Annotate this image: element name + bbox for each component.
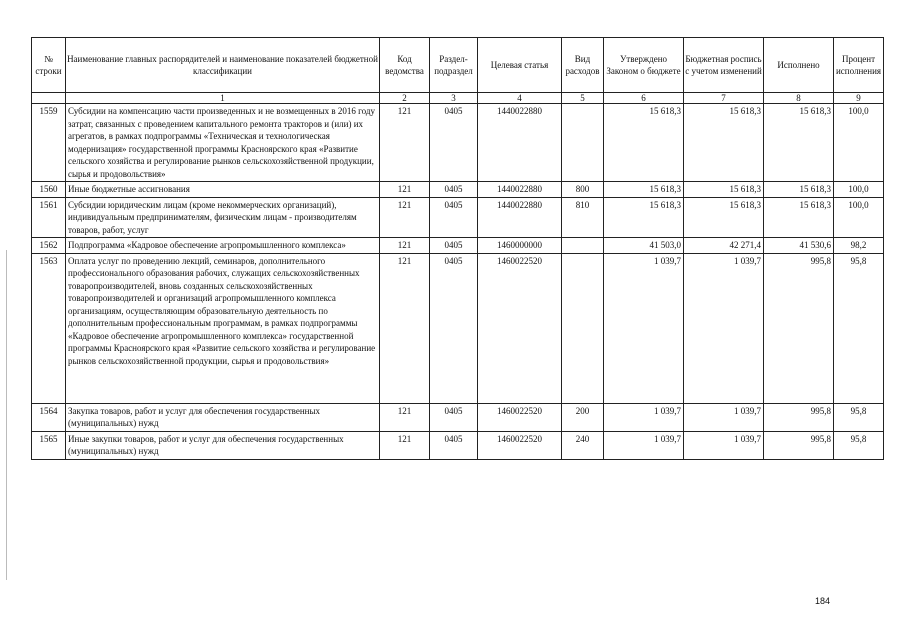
header-name: Наименование главных распорядителей и наименование показателей бюджетной классификации: [66, 38, 380, 93]
percent-cell: 98,2: [834, 238, 884, 254]
percent-cell: 95,8: [834, 431, 884, 459]
approved-cell: 1 039,7: [604, 253, 684, 403]
roster-cell: 1 039,7: [684, 431, 764, 459]
target-article-cell: 1440022880: [478, 104, 562, 182]
row-number-cell: 1565: [32, 431, 66, 459]
dept-code-cell: 121: [380, 197, 430, 238]
row-name-cell: Субсидии на компенсацию части произведенных и не возмещенных в 2016 году затрат, связанных с проведением капитального ремонта тракторов и (или) их агрегатов, в рамках подпрограммы «Техническая и технологическая модернизация» государственной программы Красноярского края «Развитие сельского хозяйства и регулирование рынков сельскохозяйственной продукции, сырья и продовольствия»: [66, 104, 380, 182]
executed-cell: 995,8: [764, 253, 834, 403]
dept-code-cell: 121: [380, 104, 430, 182]
approved-cell: 15 618,3: [604, 104, 684, 182]
header-row-number: № строки: [32, 38, 66, 93]
column-number-row: [32, 93, 884, 104]
roster-cell: 15 618,3: [684, 182, 764, 198]
executed-cell: 41 530,6: [764, 238, 834, 254]
executed-cell: 15 618,3: [764, 104, 834, 182]
dept-code-cell: 121: [380, 431, 430, 459]
row-number-cell: 1560: [32, 182, 66, 198]
percent-cell: 100,0: [834, 182, 884, 198]
expense-type-cell: 800: [562, 182, 604, 198]
section-cell: 0405: [430, 197, 478, 238]
percent-cell: 95,8: [834, 403, 884, 431]
target-article-cell: 1460000000: [478, 238, 562, 254]
row-name-cell: Иные закупки товаров, работ и услуг для обеспечения государственных (муниципальных) нужд: [66, 431, 380, 459]
row-name-cell: Оплата услуг по проведению лекций, семинаров, дополнительного профессионального образования рабочих, служащих сельскохозяйственных товаропроизводителей, вновь созданных сельскохозяйственных товаропроизводителей и организаций агропромышленного комплекса организациям, осуществляющим образовательную деятельность по дополнительным профессиональным программам, в рамках подпрограммы «Кадровое обеспечение агропромышленного комплекса» государственной программы Красноярского края «Развитие сельского хозяйства и регулирование рынков сельскохозяйственной продукции, сырья и продовольствия»: [66, 253, 380, 403]
dept-code-cell: 121: [380, 253, 430, 403]
table-row: [32, 238, 884, 254]
table-row: [32, 253, 884, 403]
table-row: [32, 431, 884, 459]
percent-cell: 100,0: [834, 197, 884, 238]
header-percent: Процент исполнения: [834, 38, 884, 93]
column-number: 4: [478, 93, 562, 104]
row-number-cell: 1563: [32, 253, 66, 403]
expense-type-cell: 200: [562, 403, 604, 431]
executed-cell: 995,8: [764, 403, 834, 431]
target-article-cell: 1440022880: [478, 182, 562, 198]
section-cell: 0405: [430, 182, 478, 198]
header-executed: Исполнено: [764, 38, 834, 93]
approved-cell: 15 618,3: [604, 197, 684, 238]
header-row: [32, 38, 884, 93]
row-number-cell: 1559: [32, 104, 66, 182]
approved-cell: 15 618,3: [604, 182, 684, 198]
section-cell: 0405: [430, 403, 478, 431]
executed-cell: 15 618,3: [764, 197, 834, 238]
row-name-cell: Закупка товаров, работ и услуг для обеспечения государственных (муниципальных) нужд: [66, 403, 380, 431]
column-number: 6: [604, 93, 684, 104]
row-number-cell: 1561: [32, 197, 66, 238]
approved-cell: 41 503,0: [604, 238, 684, 254]
target-article-cell: 1440022880: [478, 197, 562, 238]
roster-cell: 1 039,7: [684, 403, 764, 431]
target-article-cell: 1460022520: [478, 403, 562, 431]
expense-type-cell: [562, 253, 604, 403]
column-number: 2: [380, 93, 430, 104]
header-section: Раздел-подраздел: [430, 38, 478, 93]
approved-cell: 1 039,7: [604, 403, 684, 431]
scan-edge-line: [6, 250, 7, 580]
expense-type-cell: [562, 104, 604, 182]
section-cell: 0405: [430, 431, 478, 459]
roster-cell: 1 039,7: [684, 253, 764, 403]
header-budget-roster: Бюджетная роспись с учетом изменений: [684, 38, 764, 93]
header-expense-type: Вид расходов: [562, 38, 604, 93]
row-name-cell: Иные бюджетные ассигнования: [66, 182, 380, 198]
expense-type-cell: [562, 238, 604, 254]
section-cell: 0405: [430, 253, 478, 403]
header-approved: Утверждено Законом о бюджете: [604, 38, 684, 93]
roster-cell: 15 618,3: [684, 104, 764, 182]
budget-execution-table: [31, 37, 884, 460]
approved-cell: 1 039,7: [604, 431, 684, 459]
executed-cell: 995,8: [764, 431, 834, 459]
column-number: 8: [764, 93, 834, 104]
table-row: [32, 403, 884, 431]
column-number: 5: [562, 93, 604, 104]
header-target-article: Целевая статья: [478, 38, 562, 93]
percent-cell: 95,8: [834, 253, 884, 403]
target-article-cell: 1460022520: [478, 253, 562, 403]
row-name-cell: Подпрограмма «Кадровое обеспечение агропромышленного комплекса»: [66, 238, 380, 254]
dept-code-cell: 121: [380, 182, 430, 198]
column-number: 3: [430, 93, 478, 104]
page-number: 184: [815, 596, 831, 606]
table-row: [32, 182, 884, 198]
row-number-cell: 1562: [32, 238, 66, 254]
roster-cell: 42 271,4: [684, 238, 764, 254]
executed-cell: 15 618,3: [764, 182, 834, 198]
dept-code-cell: 121: [380, 238, 430, 254]
percent-cell: 100,0: [834, 104, 884, 182]
section-cell: 0405: [430, 104, 478, 182]
column-number-blank: [32, 93, 66, 104]
section-cell: 0405: [430, 238, 478, 254]
table-row: [32, 197, 884, 238]
row-name-cell: Субсидии юридическим лицам (кроме некоммерческих организаций), индивидуальным предпринимателям, физическим лицам - производителям товаров, работ, услуг: [66, 197, 380, 238]
dept-code-cell: 121: [380, 403, 430, 431]
column-number: 1: [66, 93, 380, 104]
target-article-cell: 1460022520: [478, 431, 562, 459]
table-row: [32, 104, 884, 182]
header-dept-code: Код ведомства: [380, 38, 430, 93]
expense-type-cell: 810: [562, 197, 604, 238]
column-number: 9: [834, 93, 884, 104]
roster-cell: 15 618,3: [684, 197, 764, 238]
column-number: 7: [684, 93, 764, 104]
row-number-cell: 1564: [32, 403, 66, 431]
expense-type-cell: 240: [562, 431, 604, 459]
